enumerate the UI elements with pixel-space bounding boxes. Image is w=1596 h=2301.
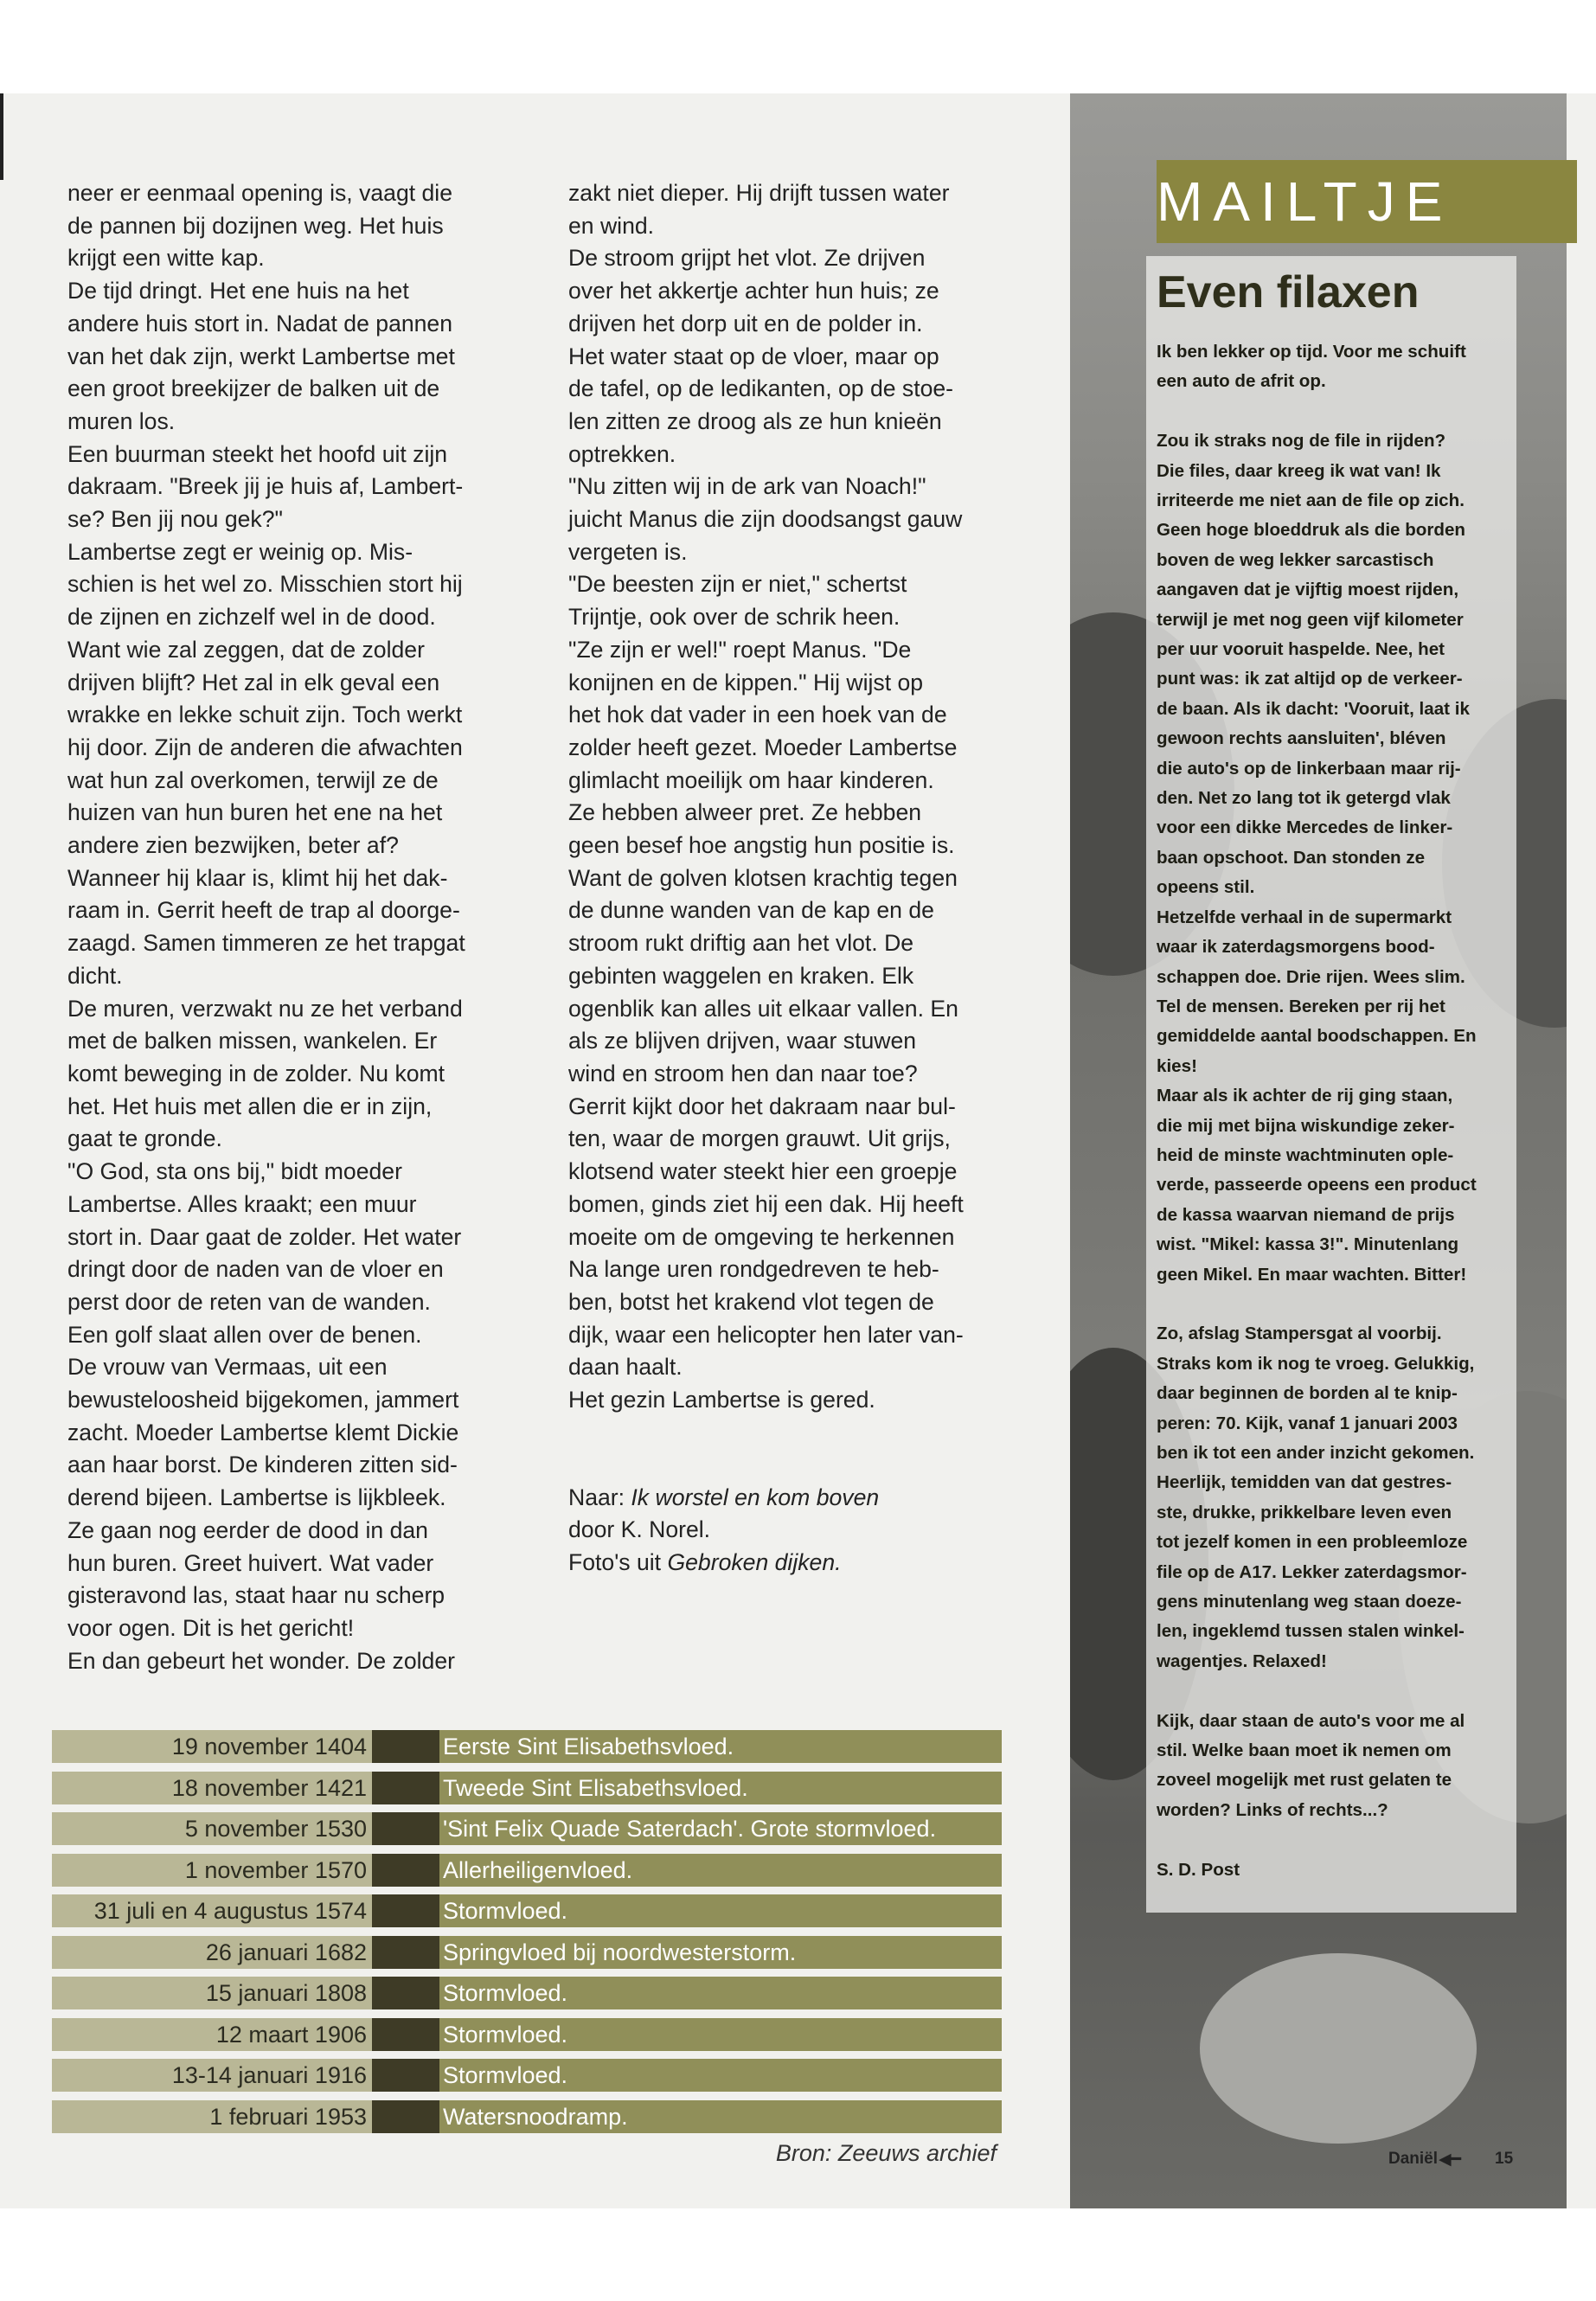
mailtje-line: Ik ben lekker op tijd. Voor me schuift xyxy=(1157,342,1466,362)
mailtje-line: per uur vooruit haspelde. Nee, het xyxy=(1157,639,1445,660)
article-line: Want wie zal zeggen, dat de zolder xyxy=(67,636,425,663)
mailtje-line: Die files, daar kreeg ik wat van! Ik xyxy=(1157,460,1441,481)
article-line: wind en stroom hen dan naar toe? xyxy=(568,1060,918,1086)
footer-arrow-icon: ◀━ xyxy=(1439,2150,1462,2169)
timeline-event: Stormvloed. xyxy=(439,1977,1002,2009)
mailtje-line: Hetzelfde verhaal in de supermarkt xyxy=(1157,907,1452,927)
article-line: konijnen en de kippen." Hij wijst op xyxy=(568,669,924,695)
timeline-row xyxy=(52,1936,1002,1969)
article-line: Lambertse zegt er weinig op. Mis- xyxy=(67,538,413,565)
mailtje-label: MAILTJE xyxy=(1157,170,1453,233)
article-line: en wind. xyxy=(568,212,655,239)
credit-line-3: Foto's uit Gebroken dijken. xyxy=(568,1549,842,1576)
mailtje-line: de baan. Als ik dacht: 'Vooruit, laat ik xyxy=(1157,698,1470,719)
article-line: drijven het dorp uit en de polder in. xyxy=(568,310,923,336)
article-line: geen besef hoe angstig hun positie is. xyxy=(568,832,955,859)
timeline-event: Eerste Sint Elisabethsvloed. xyxy=(439,1730,1002,1763)
article-line: "Nu zitten wij in de ark van Noach!" xyxy=(568,473,926,500)
timeline-date: 5 november 1530 xyxy=(52,1812,372,1845)
timeline-separator xyxy=(372,1894,439,1927)
mailtje-line: voor een dikke Mercedes de linker- xyxy=(1157,817,1453,838)
mailtje-line: Tel de mensen. Bereken per rij het xyxy=(1157,996,1445,1016)
article-line: komt beweging in de zolder. Nu komt xyxy=(67,1060,445,1086)
mailtje-line: gemiddelde aantal boodschappen. En xyxy=(1157,1026,1477,1047)
mailtje-line: kies! xyxy=(1157,1055,1197,1076)
article-line: dakraam. "Breek jij je huis af, Lambert- xyxy=(67,473,464,500)
timeline-date: 13-14 januari 1916 xyxy=(52,2059,372,2092)
article-line: daan haalt. xyxy=(568,1354,683,1381)
timeline-event: Stormvloed. xyxy=(439,2059,1002,2092)
article-line: de zijnen en zichzelf wel in de dood. xyxy=(67,604,436,631)
timeline-separator xyxy=(372,2059,439,2092)
timeline-separator xyxy=(372,1730,439,1763)
article-line: bewusteloosheid bijgekomen, jammert xyxy=(67,1387,459,1413)
article-line: vergeten is. xyxy=(568,538,688,565)
article-line: over het akkertje achter hun huis; ze xyxy=(568,278,939,304)
article-line: Gerrit kijkt door het dakraam naar bul- xyxy=(568,1093,956,1119)
mailtje-line: Geen hoge bloeddruk als die borden xyxy=(1157,520,1466,541)
timeline-row xyxy=(52,1894,1002,1927)
article-line: En dan gebeurt het wonder. De zolder xyxy=(67,1647,455,1674)
timeline-row xyxy=(52,1812,1002,1845)
mailtje-line: den. Net zo lang tot ik getergd vlak xyxy=(1157,788,1451,809)
mailtje-line: stil. Welke baan moet ik nemen om xyxy=(1157,1740,1452,1761)
timeline-row xyxy=(52,2100,1002,2133)
article-line: de tafel, op de ledikanten, op de stoe- xyxy=(568,375,954,402)
article-line: andere huis stort in. Nadat de pannen xyxy=(67,310,453,336)
article-line: De tijd dringt. Het ene huis na het xyxy=(67,278,409,304)
timeline-row xyxy=(52,2059,1002,2092)
article-line: juicht Manus die zijn doodsangst gauw xyxy=(568,506,963,533)
article-line: het. Het huis met allen die er in zijn, xyxy=(67,1093,433,1119)
article-line: klotsend water steekt hier een groepje xyxy=(568,1158,958,1185)
article-line: krijgt een witte kap. xyxy=(67,245,265,272)
photo-source-title: Gebroken dijken. xyxy=(667,1549,842,1576)
timeline-event: Tweede Sint Elisabethsvloed. xyxy=(439,1772,1002,1804)
timeline-separator xyxy=(372,1936,439,1969)
mailtje-line: punt was: ik zat altijd op de verkeer- xyxy=(1157,669,1463,689)
article-line: dijk, waar een helicopter hen later van- xyxy=(568,1321,964,1348)
article-line: ben, botst het krakend vlot tegen de xyxy=(568,1288,934,1315)
flood-timeline xyxy=(52,1730,1002,2141)
article-line: Wanneer hij klaar is, klimt hij het dak- xyxy=(67,864,448,891)
timeline-date: 19 november 1404 xyxy=(52,1730,372,1763)
timeline-event: Springvloed bij noordwesterstorm. xyxy=(439,1936,1002,1969)
mailtje-line: irriteerde me niet aan de file op zich. xyxy=(1157,490,1465,511)
mailtje-line: ben ik tot een ander inzicht gekomen. xyxy=(1157,1443,1475,1463)
timeline-event: Allerheiligenvloed. xyxy=(439,1854,1002,1887)
article-line: len zitten ze droog als ze hun knieën xyxy=(568,407,942,434)
article-line: De vrouw van Vermaas, uit een xyxy=(67,1354,388,1381)
paragraph-spacer xyxy=(1157,1676,1511,1706)
article-line: De stroom grijpt het vlot. Ze drijven xyxy=(568,245,926,272)
article-line: Lambertse. Alles kraakt; een muur xyxy=(67,1190,417,1217)
mailtje-line: daar beginnen de borden al te knip- xyxy=(1157,1383,1458,1404)
mailtje-line: verde, passeerde opeens een product xyxy=(1157,1175,1477,1195)
mailtje-line: peren: 70. Kijk, vanaf 1 januari 2003 xyxy=(1157,1413,1458,1433)
mailtje-line: Straks kom ik nog te vroeg. Gelukkig, xyxy=(1157,1353,1475,1374)
timeline-event: 'Sint Felix Quade Saterdach'. Grote stormvloed. xyxy=(439,1812,1002,1845)
article-line: "O God, sta ons bij," bidt moeder xyxy=(67,1158,402,1185)
page-number: 15 xyxy=(1495,2150,1514,2168)
mailtje-line: geen Mikel. En maar wachten. Bitter! xyxy=(1157,1264,1467,1285)
mailtje-line: gens minutenlang weg staan doeze- xyxy=(1157,1592,1462,1612)
timeline-date: 31 juli en 4 augustus 1574 xyxy=(52,1894,372,1927)
article-column-2 xyxy=(568,177,1035,1580)
mailtje-headline: Even filaxen xyxy=(1157,267,1420,317)
credit-line-1: Naar: Ik worstel en kom boven xyxy=(568,1484,880,1510)
article-line: glimlacht moeilijk om haar kinderen. xyxy=(568,766,934,793)
mailtje-line: opeens stil. xyxy=(1157,877,1255,898)
article-line: de pannen bij dozijnen weg. Het huis xyxy=(67,212,444,239)
article-line: "Ze zijn er wel!" roept Manus. "De xyxy=(568,636,912,663)
article-line: raam in. Gerrit heeft de trap al doorge- xyxy=(67,897,460,924)
mailtje-line: Zo, afslag Stampersgat al voorbij. xyxy=(1157,1324,1442,1344)
article-line: zacht. Moeder Lambertse klemt Dickie xyxy=(67,1419,459,1445)
article-line: gebinten waggelen en kraken. Elk xyxy=(568,962,914,989)
article-line: ten, waar de morgen grauwt. Uit grijs, xyxy=(568,1125,951,1152)
timeline-row xyxy=(52,1854,1002,1887)
mailtje-line: ste, drukke, prikkelbare leven even xyxy=(1157,1502,1452,1522)
article-line: stroom rukt driftig aan het vlot. De xyxy=(568,930,914,957)
timeline-date: 1 november 1570 xyxy=(52,1854,372,1887)
paragraph-spacer xyxy=(1157,1290,1511,1319)
article-line: zaagd. Samen timmeren ze het trapgat xyxy=(67,930,465,957)
article-line: gisteravond las, staat haar nu scherp xyxy=(67,1582,445,1609)
article-line: perst door de reten van de wanden. xyxy=(67,1288,431,1315)
article-line: Een buurman steekt het hoofd uit zijn xyxy=(67,440,448,467)
article-line: Het gezin Lambertse is gered. xyxy=(568,1387,875,1413)
mailtje-line: die auto's op de linkerbaan maar rij- xyxy=(1157,758,1461,779)
article-line: zolder heeft gezet. Moeder Lambertse xyxy=(568,734,958,760)
timeline-row xyxy=(52,1977,1002,2009)
article-line: Ze gaan nog eerder de dood in dan xyxy=(67,1516,428,1543)
article-line: met de balken missen, wankelen. Er xyxy=(67,1028,438,1054)
mailtje-line: boven de weg lekker sarcastisch xyxy=(1157,549,1434,570)
article-line: huizen van hun buren het ene na het xyxy=(67,799,443,826)
article-line: andere zien bezwijken, beter af? xyxy=(67,832,399,859)
photo-hand-shape xyxy=(1200,1953,1477,2144)
timeline-event: Stormvloed. xyxy=(439,1894,1002,1927)
article-line: "De beesten zijn er niet," schertst xyxy=(568,571,907,598)
article-line: aan haar borst. De kinderen zitten sid- xyxy=(67,1452,458,1478)
mailtje-line: schappen doe. Drie rijen. Wees slim. xyxy=(1157,966,1465,987)
mailtje-line: gewoon rechts aansluiten', bléven xyxy=(1157,728,1446,749)
article-line: Het water staat op de vloer, maar op xyxy=(568,343,939,369)
mailtje-line: terwijl je met nog geen vijf kilometer xyxy=(1157,609,1464,630)
article-line: hij door. Zijn de anderen die afwachten xyxy=(67,734,463,760)
article-line: De muren, verzwakt nu ze het verband xyxy=(67,995,463,1022)
article-line: gaat te gronde. xyxy=(67,1125,222,1152)
article-line: van het dak zijn, werkt Lambertse met xyxy=(67,343,455,369)
timeline-row xyxy=(52,1772,1002,1804)
article-line: neer er eenmaal opening is, vaagt die xyxy=(67,180,453,206)
credit-line-2: door K. Norel. xyxy=(568,1516,711,1543)
article-line: Want de golven klotsen krachtig tegen xyxy=(568,864,958,891)
article-line: moeite om de omgeving te herkennen xyxy=(568,1223,955,1250)
article-column-1 xyxy=(67,177,535,1677)
article-line: hun buren. Greet huivert. Wat vader xyxy=(67,1549,434,1576)
mailtje-body xyxy=(1157,337,1511,1885)
article-line: muren los. xyxy=(67,407,176,434)
article-line: optrekken. xyxy=(568,440,676,467)
mailtje-line: len, ingeklemd tussen stalen winkel- xyxy=(1157,1621,1465,1642)
article-line: se? Ben jij nou gek?" xyxy=(67,506,283,533)
article-line: bomen, ginds ziet hij een dak. Hij heeft xyxy=(568,1190,964,1217)
article-line: Een golf slaat allen over de benen. xyxy=(67,1321,422,1348)
timeline-separator xyxy=(372,1772,439,1804)
mailtje-line: Heerlijk, temidden van dat gestres- xyxy=(1157,1472,1452,1493)
scan-edge-mark xyxy=(0,93,3,180)
mailtje-line: waar ik zaterdagsmorgens bood- xyxy=(1157,937,1435,958)
mailtje-line: tot jezelf komen in een probleemloze xyxy=(1157,1532,1468,1553)
mailtje-line: Kijk, daar staan de auto's voor me al xyxy=(1157,1710,1465,1731)
mailtje-line: wist. "Mikel: kassa 3!". Minutenlang xyxy=(1157,1234,1459,1255)
article-line: zakt niet dieper. Hij drijft tussen water xyxy=(568,180,950,206)
mailtje-line: zoveel mogelijk met rust gelaten te xyxy=(1157,1770,1452,1791)
article-line: wrakke en lekke schuit zijn. Toch werkt xyxy=(67,702,463,728)
timeline-separator xyxy=(372,2018,439,2051)
timeline-date: 18 november 1421 xyxy=(52,1772,372,1804)
timeline-separator xyxy=(372,1977,439,2009)
source-credit: Bron: Zeeuws archief xyxy=(775,2140,997,2166)
article-line: het hok dat vader in een hoek van de xyxy=(568,702,947,728)
timeline-event: Watersnoodramp. xyxy=(439,2100,1002,2133)
mailtje-signature: S. D. Post xyxy=(1157,1859,1240,1880)
article-line: Trijntje, ook over de schrik heen. xyxy=(568,604,901,631)
paragraph-spacer xyxy=(1157,1825,1511,1855)
mailtje-line: heid de minste wachtminuten ople- xyxy=(1157,1144,1454,1165)
timeline-date: 12 maart 1906 xyxy=(52,2018,372,2051)
mailtje-line: Zou ik straks nog de file in rijden? xyxy=(1157,431,1446,452)
timeline-row xyxy=(52,2018,1002,2051)
article-line: drijven blijft? Het zal in elk geval een xyxy=(67,669,440,695)
article-line: als ze blijven drijven, waar stuwen xyxy=(568,1028,917,1054)
paragraph-spacer xyxy=(1157,397,1511,426)
article-line: voor ogen. Dit is het gericht! xyxy=(67,1614,355,1641)
article-line: dringt door de naden van de vloer en xyxy=(67,1256,444,1283)
article-line: de dunne wanden van de kap en de xyxy=(568,897,934,924)
timeline-separator xyxy=(372,1854,439,1887)
mailtje-line: die mij met bijna wiskundige zeker- xyxy=(1157,1115,1455,1136)
article-line: dicht. xyxy=(67,962,123,989)
mailtje-line: wagentjes. Relaxed! xyxy=(1157,1650,1327,1671)
mailtje-line: Maar als ik achter de rij ging staan, xyxy=(1157,1086,1453,1106)
timeline-date: 15 januari 1808 xyxy=(52,1977,372,2009)
article-line: derend bijeen. Lambertse is lijkbleek. xyxy=(67,1484,446,1511)
timeline-separator xyxy=(372,2100,439,2133)
book-title: Ik worstel en kom boven xyxy=(631,1484,880,1510)
mailtje-line: baan opschoot. Dan stonden ze xyxy=(1157,847,1426,868)
article-line: schien is het wel zo. Misschien stort hij xyxy=(67,571,463,598)
timeline-event: Stormvloed. xyxy=(439,2018,1002,2051)
timeline-row xyxy=(52,1730,1002,1763)
mailtje-line: worden? Links of rechts...? xyxy=(1157,1799,1388,1820)
article-line: wat hun zal overkomen, terwijl ze de xyxy=(67,766,439,793)
article-line: ogenblik kan alles uit elkaar vallen. En xyxy=(568,995,958,1022)
mailtje-line: file op de A17. Lekker zaterdagsmor- xyxy=(1157,1561,1467,1582)
article-line: een groot breekijzer de balken uit de xyxy=(67,375,440,402)
footer-magazine-name: Daniël xyxy=(1388,2150,1439,2168)
timeline-separator xyxy=(372,1812,439,1845)
mailtje-line: de kassa waarvan niemand de prijs xyxy=(1157,1204,1455,1225)
timeline-date: 26 januari 1682 xyxy=(52,1936,372,1969)
article-line: Na lange uren rondgedreven te heb- xyxy=(568,1256,939,1283)
article-line: stort in. Daar gaat de zolder. Het water xyxy=(67,1223,462,1250)
mailtje-line: aangaven dat je vijftig moest rijden, xyxy=(1157,580,1459,600)
article-line: Ze hebben alweer pret. Ze hebben xyxy=(568,799,922,826)
mailtje-line: een auto de afrit op. xyxy=(1157,371,1326,392)
timeline-date: 1 februari 1953 xyxy=(52,2100,372,2133)
